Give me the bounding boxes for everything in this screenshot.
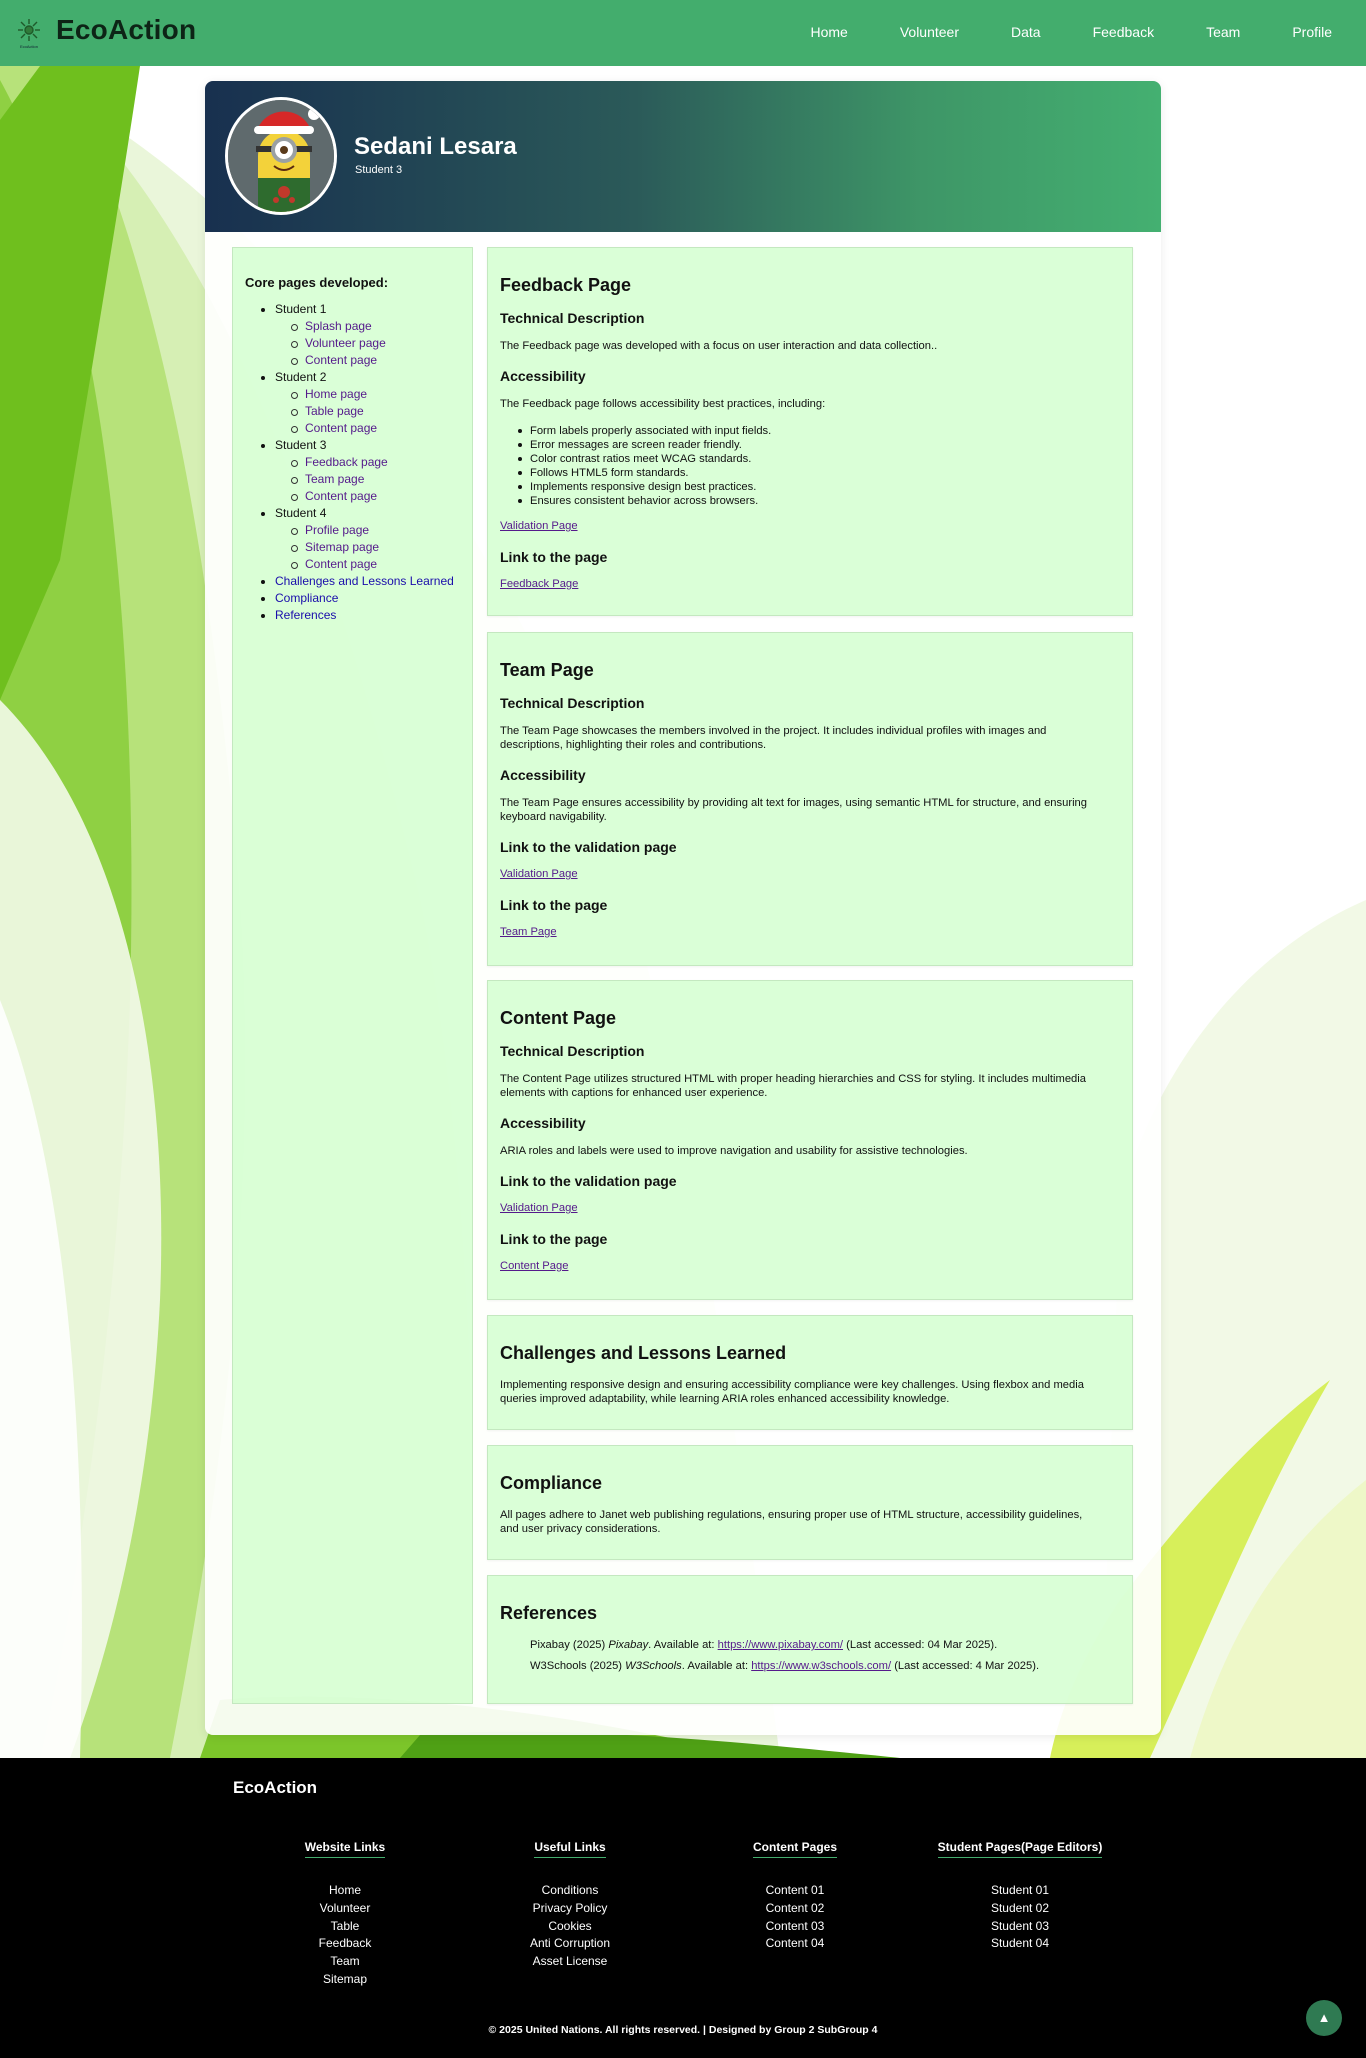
list-item: Color contrast ratios meet WCAG standards. xyxy=(530,452,771,466)
logo-caption: EcoAction xyxy=(19,44,39,49)
main-nav xyxy=(810,0,1366,66)
section-text: Implementing responsive design and ensuring accessibility compliance were key challenges. Using flexbox and media queries improved adaptability, while learning ARIA roles enhanced accessibility knowledge. xyxy=(500,1379,1084,1405)
footer-column-student-pages xyxy=(920,1838,1120,1953)
ref-url-link[interactable]: https://www.w3schools.com/ xyxy=(751,1660,892,1672)
footer-link[interactable]: Volunteer xyxy=(319,1900,371,1915)
ref-mid: . Available at: xyxy=(681,1660,752,1672)
challenges-section xyxy=(487,1315,1133,1430)
footer-link[interactable]: Table xyxy=(330,1918,360,1933)
section-title: References xyxy=(500,1603,598,1623)
ref-work: W3Schools xyxy=(625,1660,682,1672)
footer-link[interactable]: Home xyxy=(328,1883,361,1897)
footer-brand: EcoAction xyxy=(233,1778,318,1797)
sidebar-student: Student 4 xyxy=(245,505,454,522)
section-text: ARIA roles and labels were used to improve navigation and usability for assistive technologies. xyxy=(500,1145,968,1157)
footer xyxy=(0,1758,1366,2058)
nav-data[interactable]: Data xyxy=(1011,24,1041,40)
sidebar-link-content[interactable]: Content page xyxy=(245,488,454,505)
references-section xyxy=(487,1575,1133,1704)
sidebar-link-profile[interactable]: Profile page xyxy=(245,522,454,539)
footer-link[interactable]: Student 04 xyxy=(990,1936,1050,1951)
list-item: Follows HTML5 form standards. xyxy=(530,466,771,480)
footer-column-useful-links xyxy=(470,1838,670,1971)
footer-link[interactable]: Team xyxy=(330,1954,360,1969)
section-text: The Team Page showcases the members involved in the project. It includes individual profiles with images and descriptions, highlighting their roles and contributions. xyxy=(500,725,1047,751)
ref-suffix: (Last accessed: 04 Mar 2025). xyxy=(843,1639,998,1651)
section-subheading: Link to the page xyxy=(500,549,608,565)
sidebar-link-challenges[interactable]: Challenges and Lessons Learned xyxy=(245,573,454,590)
section-subheading: Accessibility xyxy=(500,1115,586,1131)
footer-column-title: Useful Links xyxy=(534,1840,605,1858)
section-subheading: Accessibility xyxy=(500,767,586,783)
footer-link[interactable]: Student 01 xyxy=(990,1883,1050,1897)
footer-link[interactable]: Content 02 xyxy=(765,1900,825,1915)
validation-link[interactable]: Validation Page xyxy=(500,1202,578,1214)
sidebar-link-sitemap[interactable]: Sitemap page xyxy=(245,539,454,556)
section-subheading: Link to the page xyxy=(500,897,608,913)
footer-link[interactable]: Anti Corruption xyxy=(529,1936,611,1951)
validation-link[interactable]: Validation Page xyxy=(500,868,578,880)
page-link[interactable]: Feedback Page xyxy=(500,578,579,590)
profile-header xyxy=(205,81,1161,232)
footer-link[interactable]: Conditions xyxy=(541,1883,599,1897)
logo-icon[interactable] xyxy=(14,16,44,50)
section-subheading: Link to the validation page xyxy=(500,839,677,855)
sidebar-title: Core pages developed: xyxy=(245,275,389,290)
footer-column-title: Content Pages xyxy=(753,1840,837,1858)
sidebar-link-splash[interactable]: Splash page xyxy=(245,318,454,335)
ref-work: Pixabay xyxy=(608,1639,649,1651)
sidebar xyxy=(232,247,473,1704)
sidebar-student: Student 2 xyxy=(245,369,454,386)
sidebar-link-content[interactable]: Content page xyxy=(245,556,454,573)
sidebar-link-volunteer[interactable]: Volunteer page xyxy=(245,335,454,352)
page-link[interactable]: Team Page xyxy=(500,926,557,938)
back-to-top-button[interactable]: ▲ xyxy=(1306,2000,1342,2036)
section-title: Team Page xyxy=(500,660,594,680)
section-title: Compliance xyxy=(500,1473,603,1493)
sidebar-link-content[interactable]: Content page xyxy=(245,352,454,369)
footer-link[interactable]: Content 04 xyxy=(765,1936,825,1951)
section-subheading: Technical Description xyxy=(500,1043,645,1059)
ref-prefix: W3Schools (2025) xyxy=(530,1660,626,1672)
sidebar-link-table[interactable]: Table page xyxy=(245,403,454,420)
list-item: Ensures consistent behavior across browsers. xyxy=(530,494,771,508)
page-link[interactable]: Content Page xyxy=(500,1260,569,1272)
ref-url-link[interactable]: https://www.pixabay.com/ xyxy=(717,1639,844,1651)
ref-mid: . Available at: xyxy=(648,1639,718,1651)
nav-team[interactable]: Team xyxy=(1206,24,1241,40)
feedback-section xyxy=(487,247,1133,616)
section-text: The Feedback page was developed with a focus on user interaction and data collection.. xyxy=(500,340,938,352)
nav-home[interactable]: Home xyxy=(810,24,848,40)
sidebar-student: Student 1 xyxy=(245,301,454,318)
footer-link[interactable]: Content 03 xyxy=(765,1918,825,1933)
nav-feedback[interactable]: Feedback xyxy=(1092,24,1155,40)
compliance-section xyxy=(487,1445,1133,1560)
ref-suffix: (Last accessed: 4 Mar 2025). xyxy=(891,1660,1040,1672)
section-title: Challenges and Lessons Learned xyxy=(500,1343,787,1363)
section-subheading: Accessibility xyxy=(500,368,586,384)
footer-column-website-links xyxy=(245,1838,445,1989)
footer-link[interactable]: Privacy Policy xyxy=(532,1900,608,1915)
profile-name: Sedani Lesara xyxy=(354,133,517,160)
validation-link[interactable]: Validation Page xyxy=(500,520,578,532)
footer-link[interactable]: Student 02 xyxy=(990,1900,1050,1915)
section-text: The Feedback page follows accessibility best practices, including: xyxy=(500,398,826,410)
sidebar-link-home[interactable]: Home page xyxy=(245,386,454,403)
section-subheading: Link to the validation page xyxy=(500,1173,677,1189)
sidebar-link-feedback[interactable]: Feedback page xyxy=(245,454,454,471)
section-title: Feedback Page xyxy=(500,275,632,295)
accessibility-list xyxy=(530,424,771,508)
reference-item xyxy=(530,1660,1039,1672)
ref-prefix: Pixabay (2025) xyxy=(530,1639,609,1651)
list-item: Implements responsive design best practices. xyxy=(530,480,771,494)
section-text: The Team Page ensures accessibility by providing alt text for images, using semantic HTML for structure, and ensuring keyboard navigability. xyxy=(500,797,1087,823)
sidebar-link-compliance[interactable]: Compliance xyxy=(245,590,454,607)
section-text: All pages adhere to Janet web publishing regulations, ensuring proper use of HTML structure, accessibility guidelines, and user privacy considerations. xyxy=(500,1509,1083,1535)
sidebar-link-content[interactable]: Content page xyxy=(245,420,454,437)
section-text: The Content Page utilizes structured HTML with proper heading hierarchies and CSS for styling. It includes multimedia elements with captions for enhanced user experience. xyxy=(500,1073,1086,1099)
section-subheading: Link to the page xyxy=(500,1231,608,1247)
footer-column-title: Student Pages(Page Editors) xyxy=(938,1840,1103,1858)
brand-title[interactable]: EcoAction xyxy=(56,14,197,45)
profile-role: Student 3 xyxy=(355,164,403,176)
sidebar-tree xyxy=(245,301,454,624)
section-title: Content Page xyxy=(500,1008,617,1028)
section-subheading: Technical Description xyxy=(500,695,645,711)
avatar xyxy=(225,97,337,215)
sidebar-link-team[interactable]: Team page xyxy=(245,471,454,488)
footer-link[interactable]: Cookies xyxy=(548,1918,592,1933)
reference-item xyxy=(530,1639,997,1651)
top-navbar xyxy=(0,0,1366,66)
list-item: Form labels properly associated with input fields. xyxy=(530,425,772,437)
profile-card xyxy=(205,81,1161,1735)
footer-column-title: Website Links xyxy=(305,1840,385,1858)
sidebar-student: Student 3 xyxy=(245,437,454,454)
footer-link[interactable]: Sitemap xyxy=(322,1971,368,1986)
footer-link[interactable]: Content 01 xyxy=(765,1883,825,1897)
footer-link[interactable]: Student 03 xyxy=(990,1918,1050,1933)
nav-profile[interactable]: Profile xyxy=(1292,24,1332,40)
sidebar-link-references[interactable]: References xyxy=(245,607,454,624)
nav-volunteer[interactable]: Volunteer xyxy=(899,24,960,40)
section-subheading: Technical Description xyxy=(500,310,645,326)
content-section xyxy=(487,980,1133,1300)
footer-link[interactable]: Feedback xyxy=(318,1936,372,1951)
copyright: © 2025 United Nations. All rights reserved. | Designed by Group 2 SubGroup 4 xyxy=(488,2024,878,2036)
list-item: Error messages are screen reader friendly. xyxy=(530,438,771,452)
minion-avatar-image xyxy=(228,100,337,215)
footer-link[interactable]: Asset License xyxy=(532,1954,608,1969)
footer-column-content-pages xyxy=(695,1838,895,1953)
team-section xyxy=(487,632,1133,966)
